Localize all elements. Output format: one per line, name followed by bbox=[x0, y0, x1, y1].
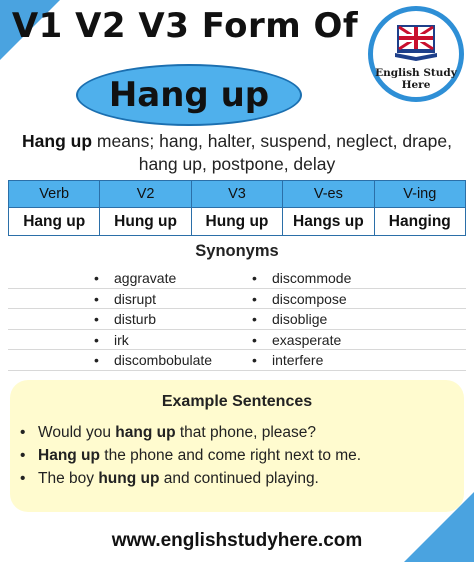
bullet-icon: • bbox=[252, 270, 257, 286]
synonym: disrupt bbox=[114, 290, 157, 307]
logo-text bbox=[373, 67, 459, 91]
site-logo bbox=[368, 6, 464, 102]
page-title: V1 V2 V3 Form Of bbox=[11, 6, 359, 46]
bullet-icon: • bbox=[20, 470, 26, 487]
list-item bbox=[20, 421, 464, 444]
synonym: disturb bbox=[114, 311, 157, 327]
cell-v-ing: Hanging bbox=[374, 208, 465, 236]
website-url[interactable]: www.englishstudyhere.com bbox=[111, 530, 363, 551]
logo-line-1: English Study bbox=[375, 67, 457, 79]
list-item bbox=[20, 467, 464, 490]
logo-line-2: Here bbox=[401, 79, 431, 91]
cell-verb: Hang up bbox=[9, 208, 100, 236]
example-sentences-box bbox=[10, 380, 464, 512]
bullet-icon: • bbox=[94, 290, 99, 307]
word-ellipse bbox=[76, 64, 302, 126]
list-item bbox=[8, 309, 466, 330]
bullet-icon: • bbox=[20, 447, 26, 464]
synonyms-list bbox=[8, 268, 466, 371]
examples-list bbox=[20, 421, 464, 490]
sentence-highlight: hang up bbox=[115, 424, 176, 441]
synonym: interfere bbox=[272, 352, 324, 368]
bullet-icon: • bbox=[252, 352, 257, 368]
list-item bbox=[8, 289, 466, 310]
meaning-rest: means; hang, halter, suspend, neglect, drape, bbox=[92, 131, 452, 151]
header-v-ing: V-ing bbox=[374, 181, 465, 208]
bullet-icon: • bbox=[20, 424, 26, 441]
synonym: aggravate bbox=[114, 270, 177, 286]
cell-v3: Hung up bbox=[191, 208, 282, 236]
synonyms-title: Synonyms bbox=[195, 242, 279, 260]
meaning-text bbox=[10, 130, 464, 176]
bullet-icon: • bbox=[94, 331, 99, 348]
bullet-icon: • bbox=[252, 331, 257, 348]
list-item bbox=[8, 268, 466, 289]
meaning-word: Hang up bbox=[22, 131, 93, 151]
synonym: irk bbox=[114, 331, 129, 348]
list-item bbox=[8, 350, 466, 371]
sentence-text: Would you bbox=[38, 424, 116, 441]
cell-v2: Hung up bbox=[100, 208, 191, 236]
bullet-icon: • bbox=[94, 352, 99, 368]
sentence-text: that phone, please? bbox=[175, 424, 317, 441]
list-item bbox=[20, 444, 464, 467]
header-v3: V3 bbox=[191, 181, 282, 208]
sentence-text: and continued playing. bbox=[159, 470, 319, 487]
cell-v-es: Hangs up bbox=[283, 208, 374, 236]
synonym: exasperate bbox=[272, 331, 342, 348]
sentence-highlight: hung up bbox=[98, 470, 160, 487]
meaning-line-2: hang up, postpone, delay bbox=[138, 154, 336, 174]
examples-title: Example Sentences bbox=[161, 393, 313, 410]
sentence-highlight: Hang up bbox=[38, 447, 100, 464]
book-with-uk-flag-icon bbox=[393, 23, 439, 61]
word-heading: Hang up bbox=[108, 75, 270, 115]
bullet-icon: • bbox=[94, 270, 99, 286]
bullet-icon: • bbox=[252, 290, 257, 307]
header-v2: V2 bbox=[100, 181, 191, 208]
synonym: discompose bbox=[272, 290, 347, 307]
sentence-text: The boy bbox=[38, 470, 99, 487]
list-item bbox=[8, 330, 466, 351]
verb-forms-table bbox=[8, 180, 466, 236]
table-header-row bbox=[9, 181, 466, 208]
table-row bbox=[9, 208, 466, 236]
bullet-icon: • bbox=[94, 311, 99, 327]
header-v-es: V-es bbox=[283, 181, 374, 208]
header-verb: Verb bbox=[9, 181, 100, 208]
synonym: discommode bbox=[272, 270, 352, 286]
synonym: discombobulate bbox=[114, 352, 213, 368]
bullet-icon: • bbox=[252, 311, 257, 327]
sentence-text: the phone and come right next to me. bbox=[100, 447, 362, 464]
synonym: disoblige bbox=[272, 311, 328, 327]
